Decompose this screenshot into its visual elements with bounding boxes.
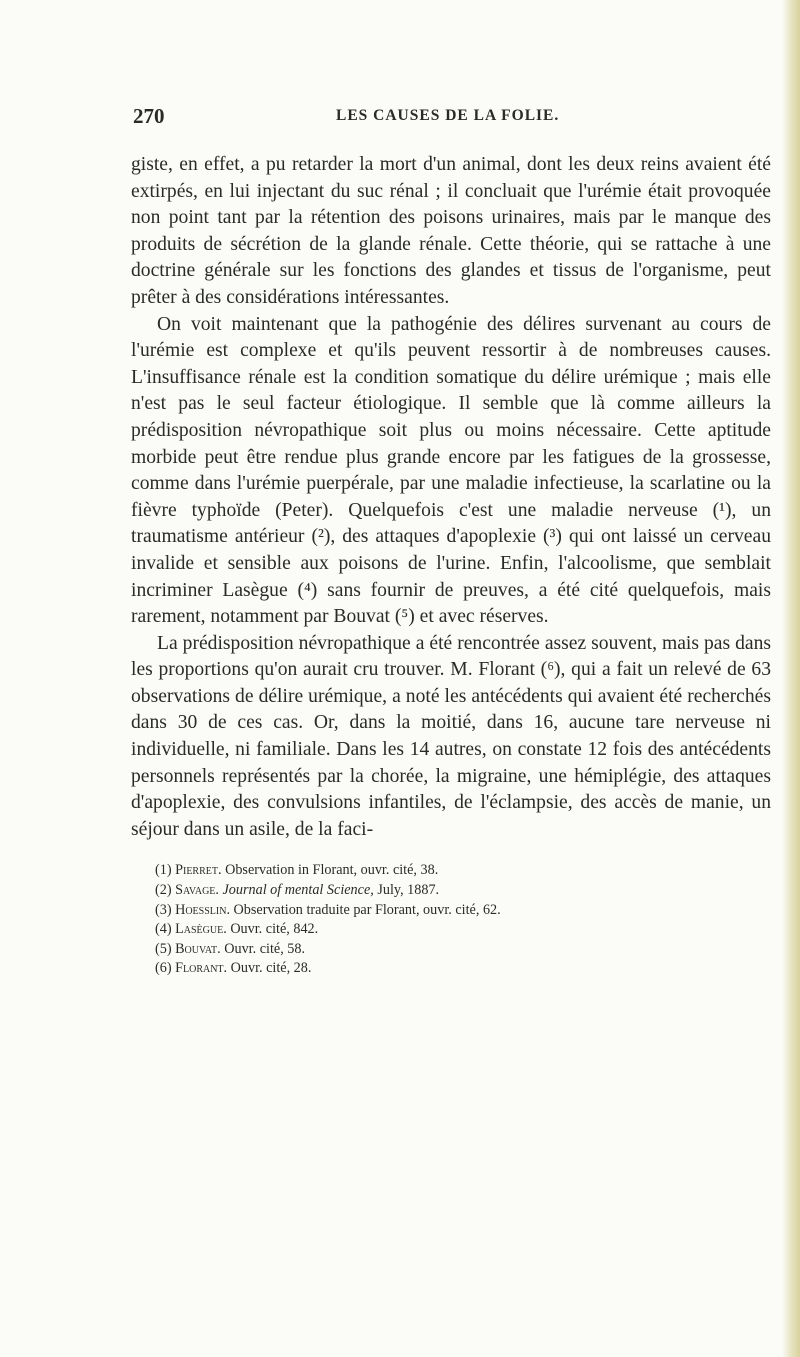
footnote <box>155 861 771 881</box>
footnote-title: Journal of mental Science, <box>222 882 374 899</box>
footnote-author: Bouvat. <box>175 940 221 957</box>
page-number: 270 <box>133 104 165 128</box>
footnote-author: Florant. <box>175 960 228 977</box>
footnote-author: Lasègue. <box>175 921 227 938</box>
footnote-text: July, 1887. <box>377 882 440 899</box>
footnote-text: Ouvr. cité, 28. <box>230 960 312 977</box>
footnote-author: Savage. <box>175 882 219 899</box>
paragraph: On voit maintenant que la pathogénie des délires survenant au cours de l'urémie est complexe et qu'ils peuvent ressortir à de nombreuses causes. L'insuffisance rénale est la condition somatique du délire urémique ; mais elle n'est pas le seul facteur étiologique. Il semble que là comme ailleurs la prédisposition névropathique soit plus ou moins nécessaire. Cette aptitude morbide peut être rendue plus grande encore par les fatigues de la grossesse, comme dans l'urémie puerpérale, par une maladie infectieuse, la scarlatine ou la fièvre typhoïde (Peter). Quelquefois c'est une maladie nerveuse (¹), un traumatisme antérieur (²), des attaques d'apoplexie (³) qui ont laissé un cerveau invalide et sensible aux poisons de l'urine. Enfin, l'alcoolisme, que semblait incriminer Lasègue (⁴) sans fournir de preuves, a été cité quelquefois, mais rarement, notamment par Bouvat (⁵) et avec réserves. <box>131 313 771 628</box>
paragraph: La prédisposition névropathique a été rencontrée assez souvent, mais pas dans les proportions qu'on aurait cru trouver. M. Florant (⁶), qui a fait un relevé de 63 observations de délire urémique, a noté les antécédents qui avaient été recherchés dans 30 de ces cas. Or, dans la moitié, dans 16, aucune tare nerveuse ni individuelle, ni familiale. Dans les 14 autres, on constate 12 fois des antécédents personnels représentés par la chorée, la migraine, une hémiplégie, des attaques d'apoplexie, des convulsions infantiles, de l'éclampsie, des accès de manie, un séjour dans un asile, de la faci- <box>131 632 771 840</box>
footnote-text: Observation traduite par Florant, ouvr. cité, 62. <box>233 901 501 918</box>
footnote-text: Ouvr. cité, 842. <box>230 921 319 938</box>
footnote-text: Ouvr. cité, 58. <box>224 940 306 957</box>
footnote-author: Pierret. <box>175 862 222 879</box>
footnote <box>155 959 771 979</box>
running-title: LES CAUSES DE LA FOLIE. <box>336 107 560 124</box>
footnote-number: (3) <box>155 901 172 918</box>
footnotes <box>131 861 771 979</box>
footnote-number: (4) <box>155 921 172 938</box>
footnote <box>155 920 771 940</box>
body-text <box>131 152 771 843</box>
footnote <box>155 881 771 901</box>
footnote-author: Hoesslin. <box>175 901 230 918</box>
paragraph: giste, en effet, a pu retarder la mort d'un animal, dont les deux reins avaient été extirpés, en lui injectant du suc rénal ; il concluait que l'urémie était provoquée non point tant par la rétention des poisons urinaires, mais par le manque des produits de sécrétion de la glande rénale. Cette théorie, qui se rattache à une doctrine générale sur les fonctions des glandes et tissus de l'organisme, peut prêter à des considérations intéressantes. <box>131 154 771 308</box>
footnote-text: Observation in Florant, ouvr. cité, 38. <box>225 862 439 879</box>
book-page <box>131 104 771 979</box>
footnote <box>155 901 771 921</box>
page-edge-shadow <box>782 0 800 1357</box>
footnote-number: (1) <box>155 862 172 879</box>
footnote-number: (2) <box>155 882 172 899</box>
footnote <box>155 940 771 960</box>
page-header <box>131 104 771 134</box>
footnote-number: (5) <box>155 940 172 957</box>
footnote-number: (6) <box>155 960 172 977</box>
